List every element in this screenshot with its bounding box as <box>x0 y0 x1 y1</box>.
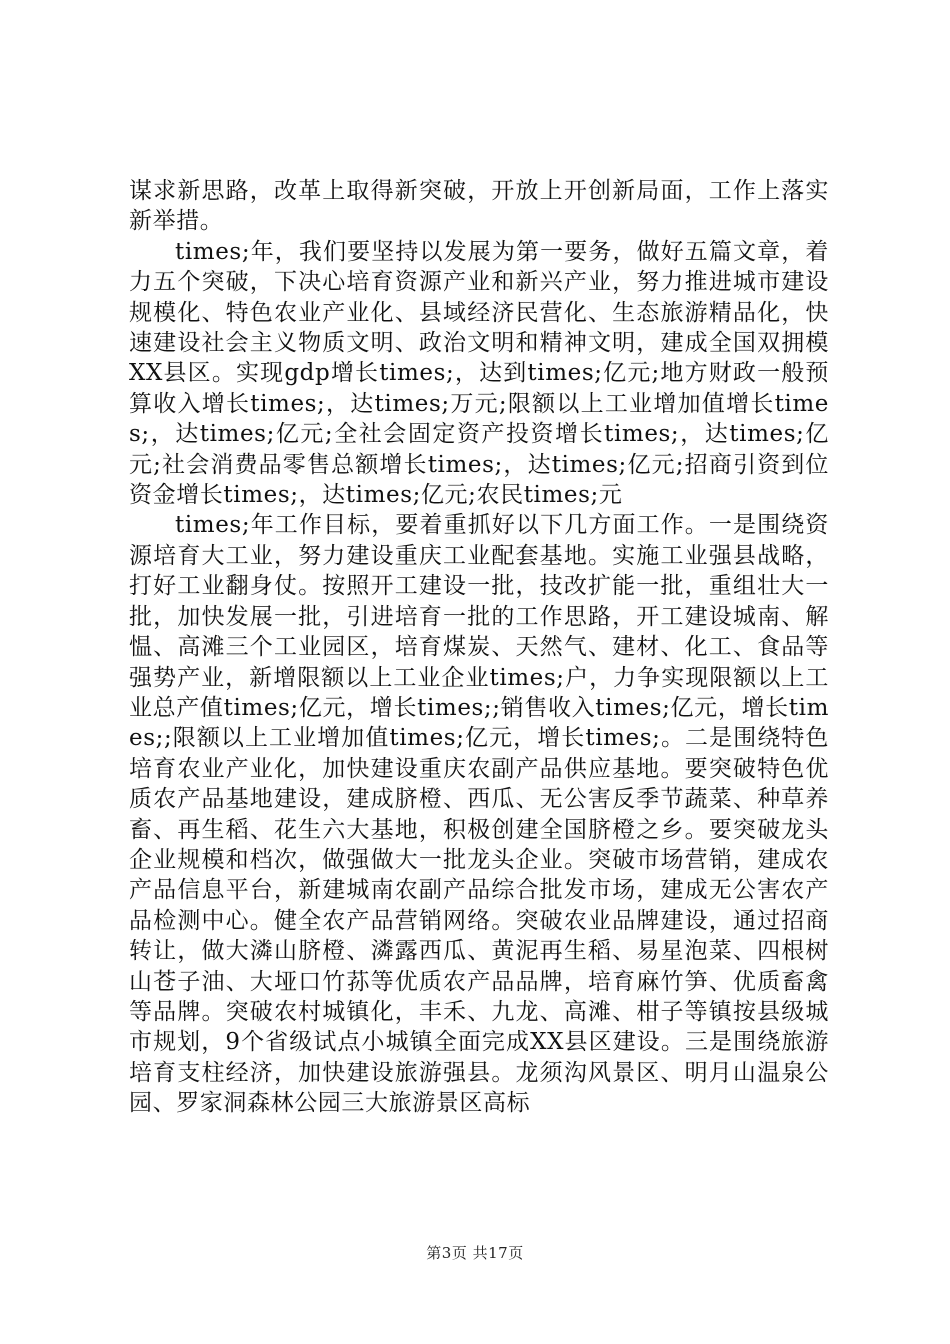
paragraph-2: times;年，我们要坚持以发展为第一要务，做好五篇文章，着力五个突破，下决心培育资源产业和新兴产业，努力推进城市建设规模化、特色农业产业化、县域经济民营化、生态旅游精品化，快速建设社会主义物质文明、政治文明和精神文明，建成全国双拥模XX县区。实现gdp增长times;，达到times;亿元;地方财政一般预算收入增长times;，达times;万元;限额以上工业增加值增长times;，达times;亿元;全社会固定资产投资增长times;，达times;亿元;社会消费品零售总额增长times;，达times;亿元;招商引资到位资金增长times;，达times;亿元;农民times;元 <box>129 238 829 509</box>
document-body <box>129 176 829 1119</box>
page-number-footer: 第3页 共17页 <box>426 1244 524 1262</box>
paragraph-3: times;年工作目标，要着重抓好以下几方面工作。一是围绕资源培育大工业，努力建设重庆工业配套基地。实施工业强县战略，打好工业翻身仗。按照开工建设一批，技改扩能一批，重组壮大一批，加快发展一批，引进培育一批的工作思路，开工建设城南、解愠、高滩三个工业园区，培育煤炭、天然气、建材、化工、食品等强势产业，新增限额以上工业企业times;户，力争实现限额以上工业总产值times;亿元，增长times;;销售收入times;亿元，增长times;;限额以上工业增加值times;亿元，增长times;。二是围绕特色培育农业产业化，加快建设重庆农副产品供应基地。要突破特色优质农产品基地建设，建成脐橙、西瓜、无公害反季节蔬菜、种草养畜、再生稻、花生六大基地，积极创建全国脐橙之乡。要突破龙头企业规模和档次，做强做大一批龙头企业。突破市场营销，建成农产品信息平台，新建城南农副产品综合批发市场，建成无公害农产品检测中心。健全农产品营销网络。突破农业品牌建设，通过招商转让，做大潾山脐橙、潾露西瓜、黄泥再生稻、易星泡菜、四根树山苍子油、大垭口竹荪等优质农产品品牌，培育麻竹笋、优质畜禽等品牌。突破农村城镇化，丰禾、九龙、高滩、柑子等镇按县级城市规划，9个省级试点小城镇全面完成XX县区建设。三是围绕旅游培育支柱经济，加快建设旅游强县。龙须沟风景区、明月山温泉公园、罗家洞森林公园三大旅游景区高标 <box>129 512 829 1117</box>
paragraph-1: 谋求新思路，改革上取得新突破，开放上开创新局面，工作上落实新举措。 <box>129 178 829 235</box>
